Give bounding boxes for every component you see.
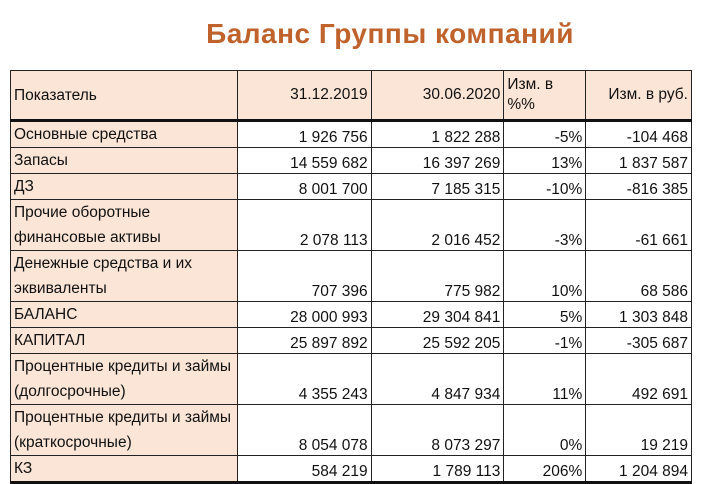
value-2020: 8 073 297 [371, 405, 504, 456]
table-row [11, 405, 692, 456]
header-date-2019: 31.12.2019 [238, 71, 372, 121]
change-percent: -5% [504, 121, 586, 148]
page-title: Баланс Группы компаний [206, 18, 574, 49]
change-rub: -305 687 [586, 328, 692, 354]
header-change-rub: Изм. в руб. [586, 71, 692, 121]
value-2019: 1 926 756 [238, 121, 372, 148]
change-rub: 1 303 848 [586, 302, 692, 328]
change-rub: -816 385 [586, 174, 692, 200]
table-row [11, 200, 692, 251]
value-2020: 7 185 315 [371, 174, 504, 200]
change-rub: -61 661 [586, 200, 692, 251]
table-row [11, 174, 692, 200]
change-rub: 492 691 [586, 354, 692, 405]
value-2019: 584 219 [238, 456, 372, 483]
row-label: Денежные средства и их эквиваленты [11, 251, 238, 302]
change-rub: 1 204 894 [586, 456, 692, 483]
value-2020: 29 304 841 [371, 302, 504, 328]
value-2019: 25 897 892 [238, 328, 372, 354]
change-rub: 19 219 [586, 405, 692, 456]
table-header-row [11, 71, 692, 121]
row-label: БАЛАНС [11, 302, 238, 328]
value-2019: 8 001 700 [238, 174, 372, 200]
header-change-percent: Изм. в %% [504, 71, 586, 121]
table-row [11, 354, 692, 405]
value-2020: 1 822 288 [371, 121, 504, 148]
change-percent: 10% [504, 251, 586, 302]
value-2020: 2 016 452 [371, 200, 504, 251]
change-percent: 11% [504, 354, 586, 405]
value-2020: 775 982 [371, 251, 504, 302]
balance-table [10, 70, 692, 484]
row-label: Процентные кредиты и займы (долгосрочные) [11, 354, 238, 405]
row-label: Прочие оборотные финансовые активы [11, 200, 238, 251]
row-label: Основные средства [11, 121, 238, 148]
value-2019: 28 000 993 [238, 302, 372, 328]
change-percent: 0% [504, 405, 586, 456]
change-rub: 1 837 587 [586, 148, 692, 174]
table-row [11, 328, 692, 354]
change-percent: -10% [504, 174, 586, 200]
table-row [11, 456, 692, 483]
row-label: КАПИТАЛ [11, 328, 238, 354]
change-rub: -104 468 [586, 121, 692, 148]
value-2020: 16 397 269 [371, 148, 504, 174]
value-2019: 2 078 113 [238, 200, 372, 251]
value-2019: 4 355 243 [238, 354, 372, 405]
value-2019: 14 559 682 [238, 148, 372, 174]
table-row [11, 148, 692, 174]
header-indicator: Показатель [11, 71, 238, 121]
value-2019: 8 054 078 [238, 405, 372, 456]
row-label: Процентные кредиты и займы (краткосрочные) [11, 405, 238, 456]
change-rub: 68 586 [586, 251, 692, 302]
row-label: КЗ [11, 456, 238, 483]
change-percent: -3% [504, 200, 586, 251]
table-row [11, 121, 692, 148]
change-percent: -1% [504, 328, 586, 354]
change-percent: 5% [504, 302, 586, 328]
change-percent: 206% [504, 456, 586, 483]
table-row [11, 302, 692, 328]
row-label: ДЗ [11, 174, 238, 200]
table-row [11, 251, 692, 302]
row-label: Запасы [11, 148, 238, 174]
value-2019: 707 396 [238, 251, 372, 302]
value-2020: 4 847 934 [371, 354, 504, 405]
value-2020: 25 592 205 [371, 328, 504, 354]
value-2020: 1 789 113 [371, 456, 504, 483]
header-date-2020: 30.06.2020 [371, 71, 504, 121]
change-percent: 13% [504, 148, 586, 174]
